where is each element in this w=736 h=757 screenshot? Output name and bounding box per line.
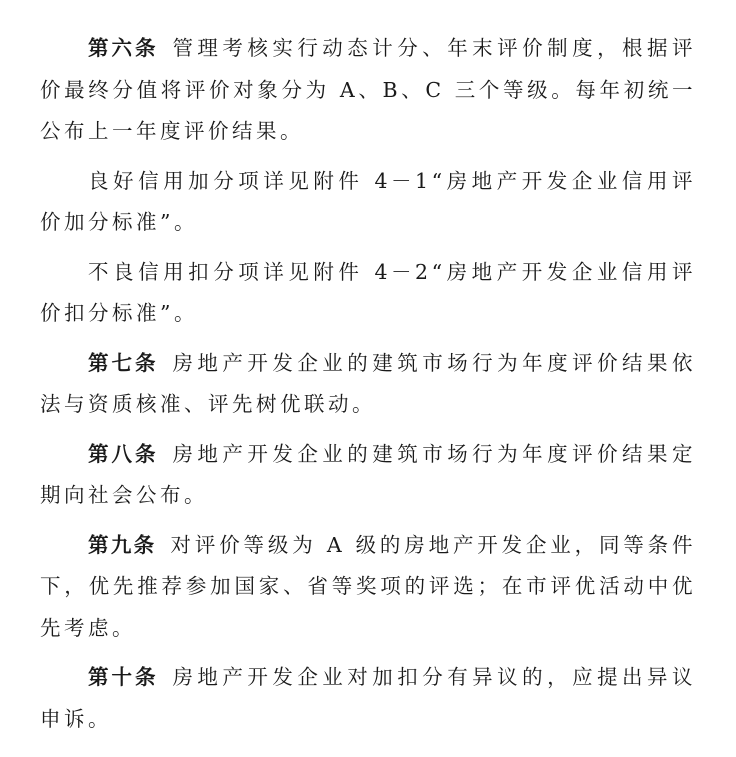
article-10-text: 房地产开发企业对加扣分有异议的，应提出异议申诉。 <box>40 665 697 731</box>
negative-credit-text: 不良信用扣分项详见附件 4－2“房地产开发企业信用评价扣分标准”。 <box>40 259 696 325</box>
article-6 <box>40 28 696 153</box>
positive-credit-paragraph <box>40 161 696 244</box>
article-7-text: 房地产开发企业的建筑市场行为年度评价结果依法与资质核准、评先树优联动。 <box>40 350 697 416</box>
positive-credit-text: 良好信用加分项详见附件 4－1“房地产开发企业信用评价加分标准”。 <box>40 168 696 234</box>
article-8-text: 房地产开发企业的建筑市场行为年度评价结果定期向社会公布。 <box>40 441 697 507</box>
article-9-label: 第九条 <box>88 532 157 557</box>
article-8-label: 第八条 <box>88 441 159 466</box>
article-9 <box>40 525 696 650</box>
article-10 <box>40 657 696 740</box>
article-9-text: 对评价等级为 A 级的房地产开发企业，同等条件下，优先推荐参加国家、省等奖项的评选；在市评优活动中优先考虑。 <box>40 532 697 640</box>
article-6-label: 第六条 <box>88 36 159 60</box>
article-7 <box>40 343 696 426</box>
negative-credit-paragraph <box>40 252 696 335</box>
article-8 <box>40 434 696 517</box>
article-6-text: 管理考核实行动态计分、年末评价制度，根据评价最终分值将评价对象分为 A、B、C 三个等级。每年初统一公布上一年度评价结果。 <box>40 36 697 143</box>
article-10-label: 第十条 <box>88 665 159 689</box>
article-7-label: 第七条 <box>88 350 159 375</box>
